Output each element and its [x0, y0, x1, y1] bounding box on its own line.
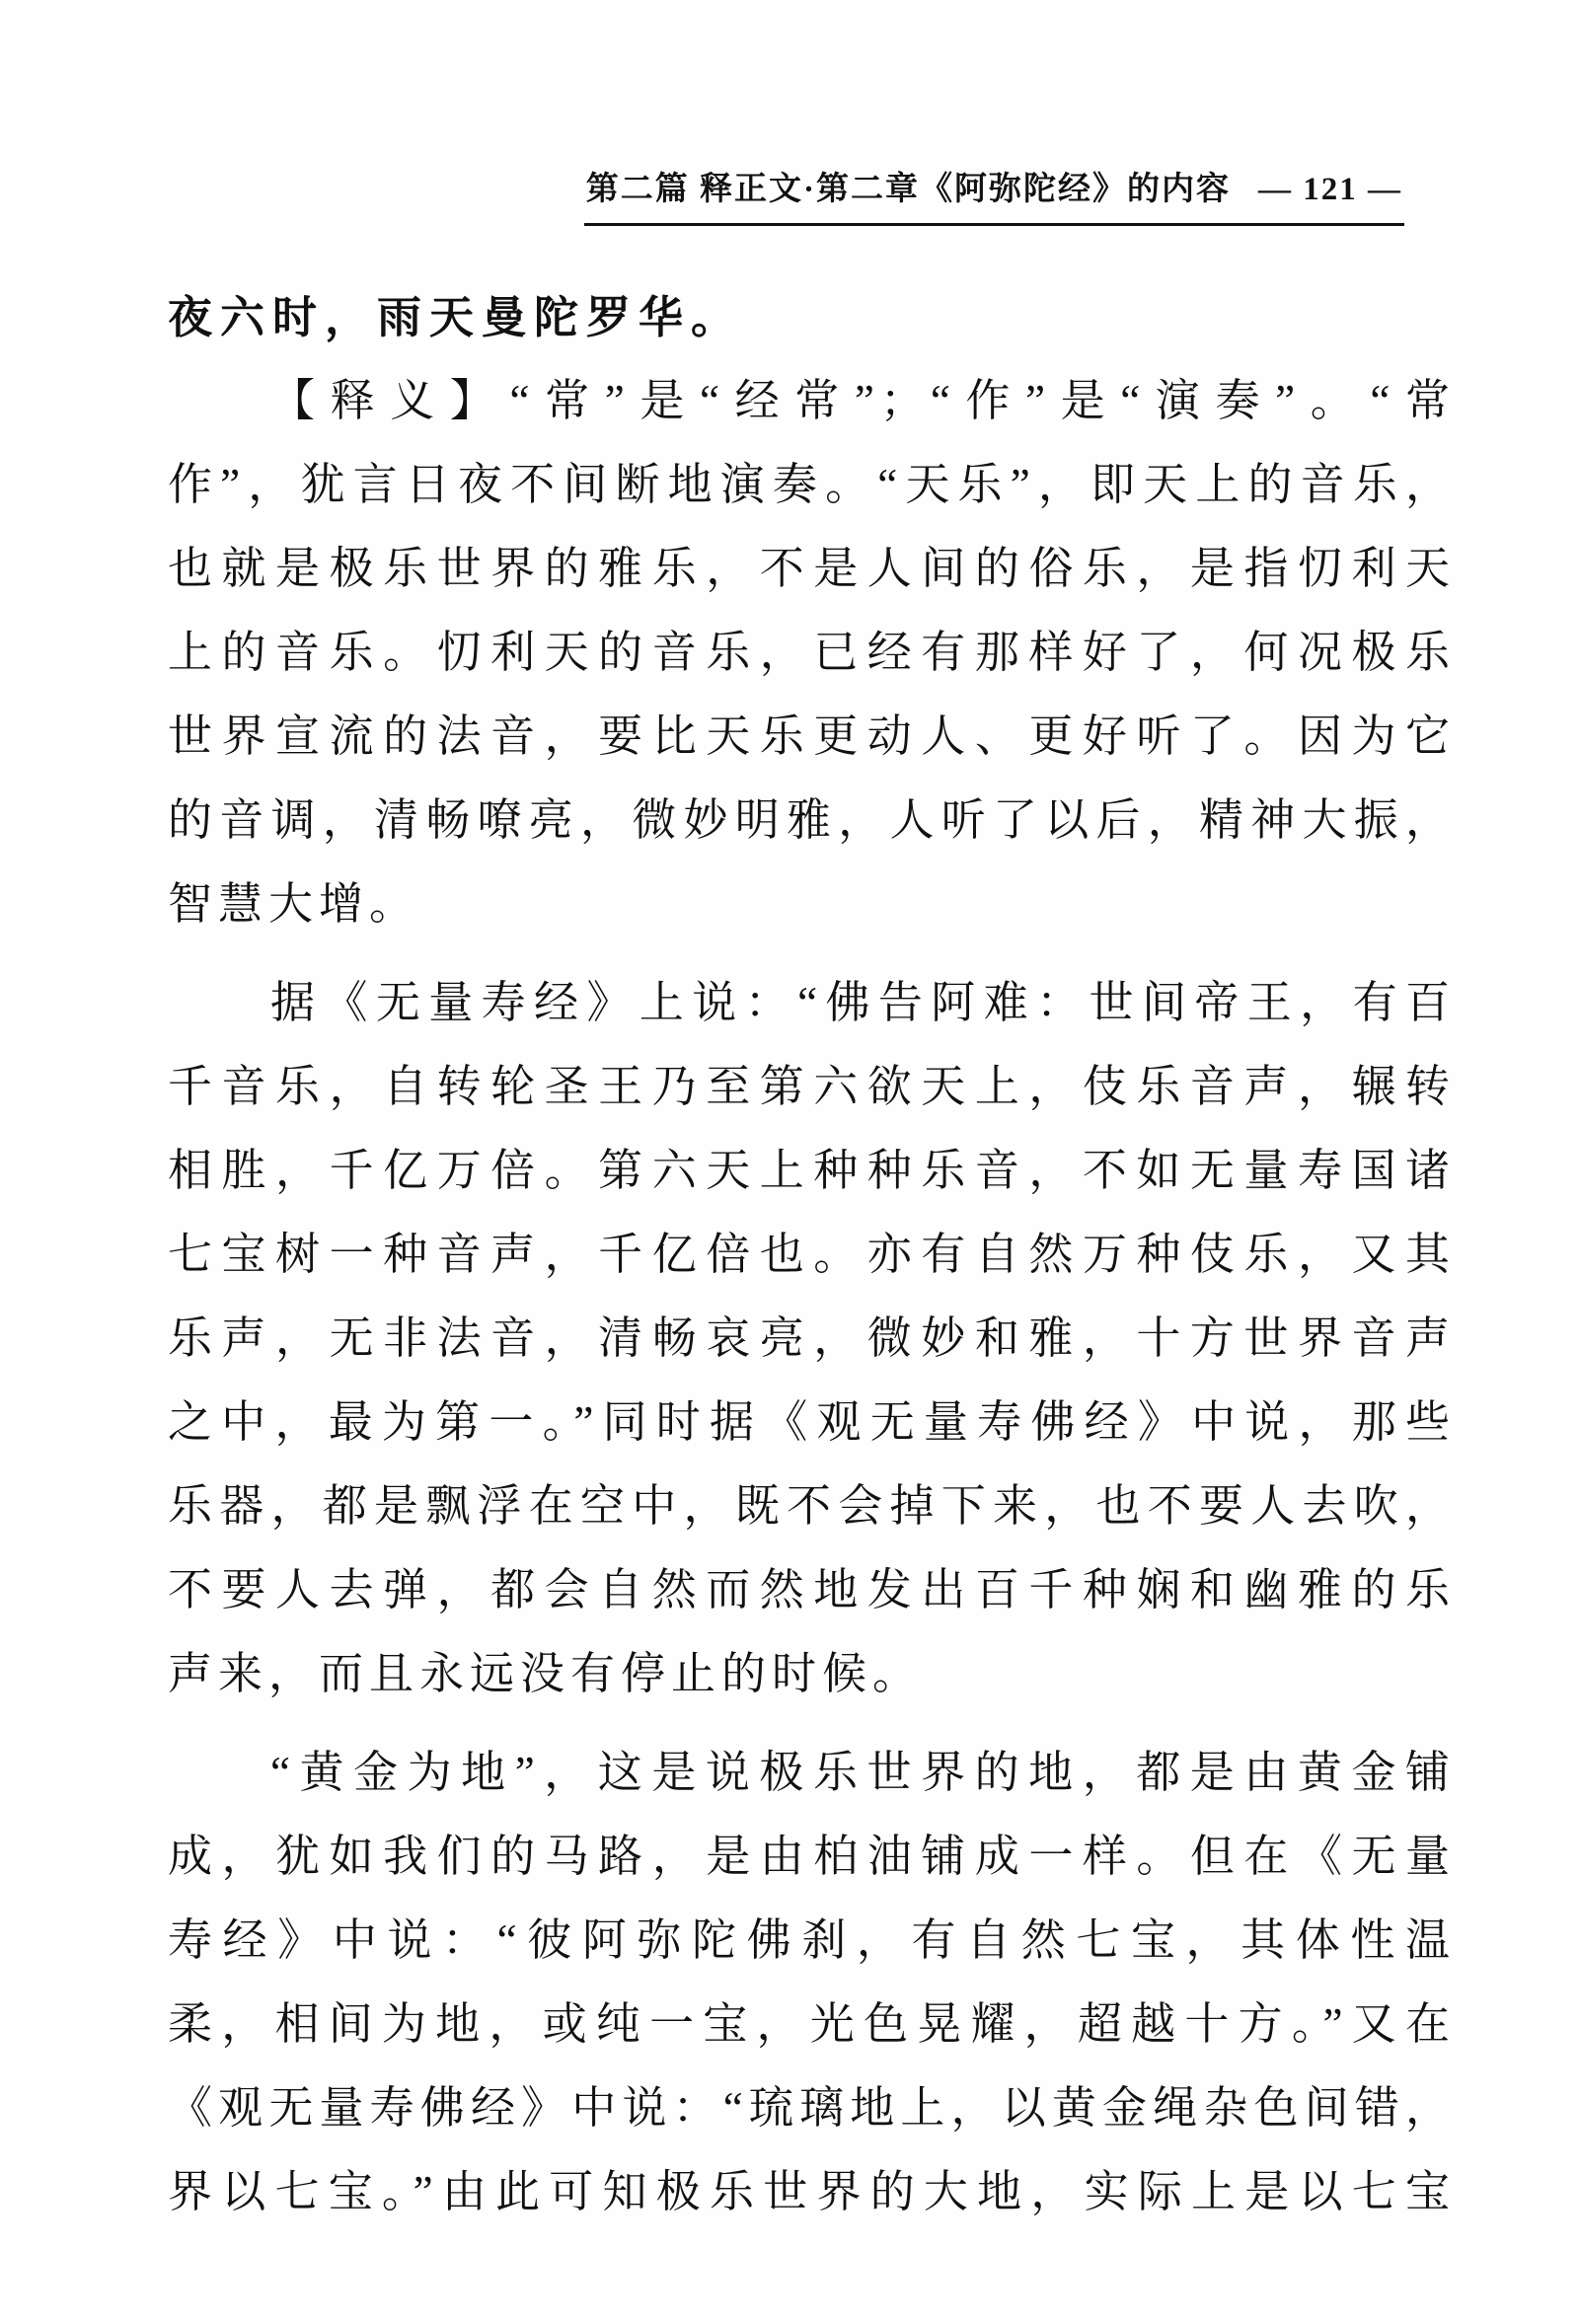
- page-number: — 121 —: [1258, 172, 1402, 207]
- page-body: [168, 275, 1456, 2234]
- body-text-line: 上的音乐。忉利天的音乐，已经有那样好了，何况极乐: [168, 628, 1456, 677]
- body-text-line: 乐器，都是飘浮在空中，既不会掉下来，也不要人去吹，: [168, 1481, 1456, 1531]
- body-text-line: 千音乐，自转轮圣王乃至第六欲天上，伎乐音声，辗转: [168, 1062, 1456, 1111]
- body-text-line: 成，犹如我们的马路，是由柏油铺成一样。但在《无量: [168, 1832, 1456, 1881]
- running-head-rule: [584, 163, 1404, 226]
- body-text-line: 寿经》中说：“彼阿弥陀佛刹，有自然七宝，其体性温: [168, 1915, 1456, 1965]
- body-text-line: 作”，犹言日夜不间断地演奏。“天乐”，即天上的音乐，: [168, 460, 1456, 509]
- body-text-line: 七宝树一种音声，千亿倍也。亦有自然万种伎乐，又其: [168, 1230, 1456, 1279]
- page-header: [0, 163, 1404, 226]
- body-text-line: 据《无量寿经》上说：“佛告阿难：世间帝王，有百: [270, 978, 1456, 1027]
- body-text-line: 乐声，无非法音，清畅哀亮，微妙和雅，十方世界音声: [168, 1313, 1456, 1363]
- body-text-line: 也就是极乐世界的雅乐，不是人间的俗乐，是指忉利天: [168, 544, 1456, 593]
- body-text-line: 相胜，千亿万倍。第六天上种种乐音，不如无量寿国诸: [168, 1146, 1456, 1195]
- body-text-line: 柔，相间为地，或纯一宝，光色晃耀，超越十方。”又在: [168, 1999, 1456, 2049]
- running-head-title: 第二篇 释正文·第二章《阿弥陀经》的内容: [585, 172, 1231, 207]
- body-text-line: 《观无量寿佛经》中说：“琉璃地上，以黄金绳杂色间错，: [168, 2083, 1456, 2133]
- body-text-line: 智慧大增。: [168, 879, 420, 929]
- body-text-line: 声来，而且永远没有停止的时候。: [168, 1649, 924, 1698]
- body-text-line: 【释义】“常”是“经常”；“作”是“演奏”。“常: [270, 376, 1456, 425]
- body-text-line: 世界宣流的法音，要比天乐更动人、更好听了。因为它: [168, 712, 1456, 761]
- body-text-line: 界以七宝。”由此可知极乐世界的大地，实际上是以七宝: [168, 2167, 1456, 2216]
- body-text-line: 不要人去弹，都会自然而然地发出百千种娴和幽雅的乐: [168, 1565, 1456, 1614]
- body-text-line: “黄金为地”，这是说极乐世界的地，都是由黄金铺: [270, 1748, 1456, 1797]
- sutra-quote-line: 夜六时，雨天曼陀罗华。: [168, 292, 744, 342]
- body-text-line: 之中，最为第一。”同时据《观无量寿佛经》中说，那些: [168, 1397, 1456, 1447]
- body-text-line: 的音调，清畅嘹亮，微妙明雅，人听了以后，精神大振，: [168, 795, 1456, 845]
